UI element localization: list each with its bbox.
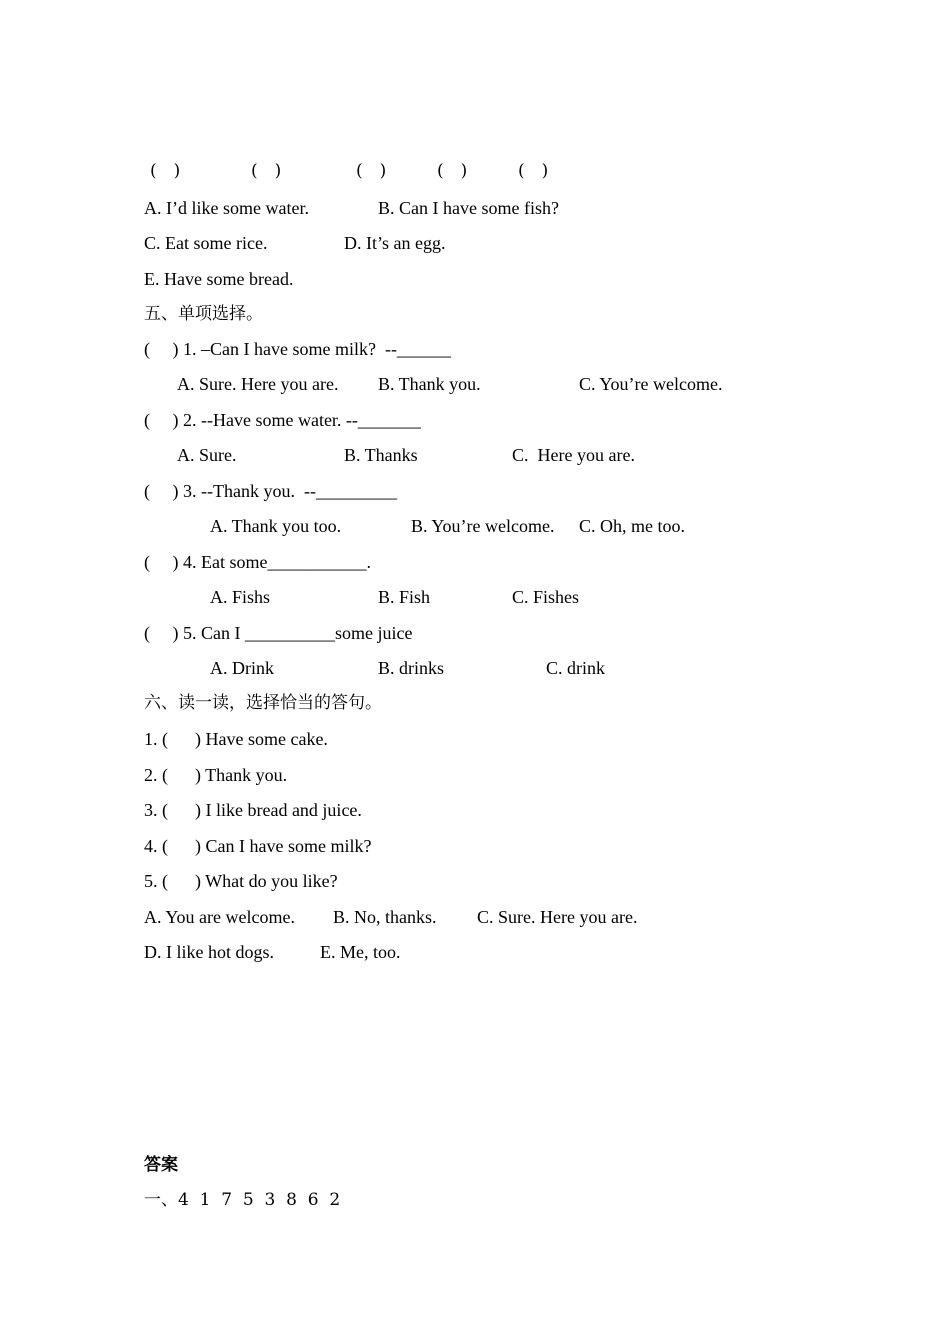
picture-blank-2: ( ) xyxy=(251,161,282,181)
q3-option-c: C. Oh, me too. xyxy=(579,516,685,536)
section4-option-a: A. I’d like some water. xyxy=(144,198,309,218)
picture-blank-1: ( ) xyxy=(150,161,181,181)
section6-answer-c: C. Sure. Here you are. xyxy=(477,907,638,927)
section4-option-b: B. Can I have some fish? xyxy=(378,198,559,218)
section5-question-5: ( ) 5. Can I __________some juice xyxy=(144,623,413,643)
picture-blank-3: ( ) xyxy=(356,161,387,181)
answer-key-line-1: 一、4 1 7 5 3 8 6 2 xyxy=(144,1190,341,1210)
section6-heading: 六、读一读，选择恰当的答句。 xyxy=(144,693,382,713)
q1-option-c: C. You’re welcome. xyxy=(579,374,723,394)
q4-option-b: B. Fish xyxy=(378,587,431,607)
section5-question-2: ( ) 2. --Have some water. --_______ xyxy=(144,410,421,430)
section6-answer-a: A. You are welcome. xyxy=(144,907,295,927)
section6-item-3: 3. ( ) I like bread and juice. xyxy=(144,800,362,820)
section6-answer-b: B. No, thanks. xyxy=(333,907,437,927)
section5-question-1: ( ) 1. –Can I have some milk? --______ xyxy=(144,339,451,359)
q4-option-a: A. Fishs xyxy=(210,587,271,607)
section6-item-1: 1. ( ) Have some cake. xyxy=(144,729,328,749)
q2-option-c: C. Here you are. xyxy=(512,445,635,465)
q5-option-b: B. drinks xyxy=(378,658,445,678)
section6-item-4: 4. ( ) Can I have some milk? xyxy=(144,836,372,856)
answer-key-title: 答案 xyxy=(144,1155,178,1175)
section4-option-d: D. It’s an egg. xyxy=(344,233,446,253)
picture-blank-5: ( ) xyxy=(518,161,549,181)
q1-option-b: B. Thank you. xyxy=(378,374,481,394)
section6-item-2: 2. ( ) Thank you. xyxy=(144,765,288,785)
q2-option-a: A. Sure. xyxy=(177,445,237,465)
q5-option-a: A. Drink xyxy=(210,658,274,678)
q5-option-c: C. drink xyxy=(546,658,606,678)
section5-question-4: ( ) 4. Eat some___________. xyxy=(144,552,371,572)
q3-option-b: B. You’re welcome. xyxy=(411,516,555,536)
section5-heading: 五、单项选择。 xyxy=(144,304,263,324)
section4-option-e: E. Have some bread. xyxy=(144,269,294,289)
q3-option-a: A. Thank you too. xyxy=(210,516,342,536)
q2-option-b: B. Thanks xyxy=(344,445,418,465)
section4-option-c: C. Eat some rice. xyxy=(144,233,268,253)
q4-option-c: C. Fishes xyxy=(512,587,580,607)
q1-option-a: A. Sure. Here you are. xyxy=(177,374,339,394)
picture-blank-4: ( ) xyxy=(437,161,468,181)
section6-answer-e: E. Me, too. xyxy=(320,942,401,962)
section5-question-3: ( ) 3. --Thank you. --_________ xyxy=(144,481,397,501)
section6-item-5: 5. ( ) What do you like? xyxy=(144,871,338,891)
section6-answer-d: D. I like hot dogs. xyxy=(144,942,274,962)
